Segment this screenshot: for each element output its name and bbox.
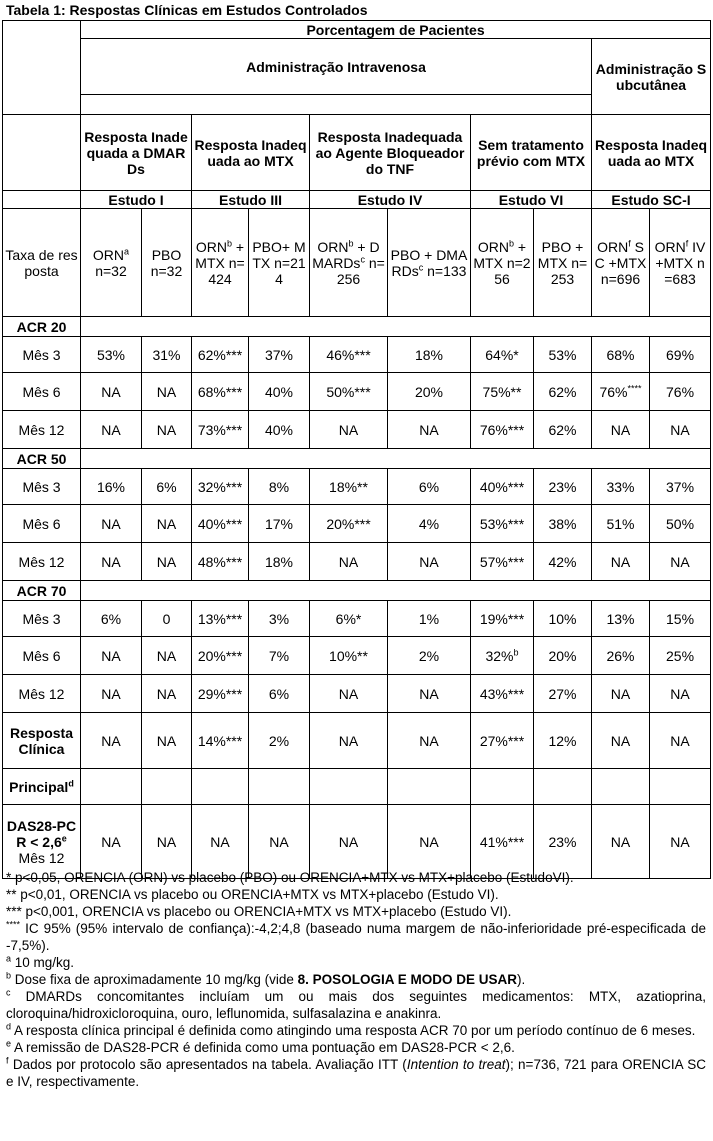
footnotes [6, 869, 706, 1090]
study-iv: Estudo IV [310, 191, 471, 209]
table-cell: 6% [81, 601, 142, 637]
table-cell: NA [388, 411, 471, 449]
table-cell: NA [81, 805, 142, 879]
header-resp-iii: Resposta Inadequada ao MTX [192, 115, 310, 191]
row-label: Mês 12 [3, 411, 81, 449]
table-cell: NA [650, 543, 711, 581]
header-resp-vi: Sem tratamento prévio com MTX [471, 115, 592, 191]
table-cell: 43%*** [471, 675, 534, 713]
table-cell: NA [650, 675, 711, 713]
table-cell: NA [142, 505, 192, 543]
arm-8: ORN$^f$ SC +MTX n=696 [592, 209, 650, 317]
header-resp-iv: Resposta Inadequada ao Agente Bloqueador do TNF [310, 115, 471, 191]
blank-cell [192, 769, 249, 805]
study-vi: Estudo VI [471, 191, 592, 209]
table-cell: 75%** [471, 373, 534, 411]
table-cell: 76% [650, 373, 711, 411]
table-cell: 64%* [471, 337, 534, 373]
row-label: Mês 3 [3, 601, 81, 637]
blank-cell [471, 769, 534, 805]
rate-label: Taxa de resposta [3, 209, 81, 317]
table-cell: 62% [534, 373, 592, 411]
table-cell: NA [192, 805, 249, 879]
row-label: DAS28-PCR < 2,6$^e$ Mês 12 [3, 805, 81, 879]
table-cell: 15% [650, 601, 711, 637]
table-cell: NA [388, 713, 471, 769]
table-cell: 13% [592, 601, 650, 637]
arm-6: ORN$^b$ +MTX n=256 [471, 209, 534, 317]
blank-cell [534, 769, 592, 805]
table-cell: 18% [388, 337, 471, 373]
table-cell: 27%*** [471, 713, 534, 769]
blank-cell [142, 769, 192, 805]
blank-cell [592, 769, 650, 805]
table-cell: NA [81, 637, 142, 675]
blank-cell [249, 769, 310, 805]
blank-cell [81, 769, 142, 805]
table-row [3, 505, 711, 543]
header-sc: Administração Subcutânea [592, 39, 711, 115]
table-cell: 40%*** [192, 505, 249, 543]
footnote-e: $^e$ A remissão de DAS28-PCR é definida como uma pontuação em DAS28-PCR < 2,6. [6, 1038, 515, 1055]
table-cell: NA [592, 675, 650, 713]
section-acr70: ACR 70 [3, 581, 81, 601]
footnote-4: **** IC 95% (95% intervalo de confiança):-4,2;4,8 (baseado numa margem de não-inferioridade pré-especificada de -7,5%). [6, 919, 706, 953]
table-row [3, 411, 711, 449]
table-cell: 46%*** [310, 337, 388, 373]
corner-cell [3, 21, 81, 115]
table-cell: NA [142, 805, 192, 879]
table-cell: NA [592, 713, 650, 769]
table-cell: 37% [650, 469, 711, 505]
blank-cell [650, 769, 711, 805]
row-label: Mês 12 [3, 675, 81, 713]
table-cell: 31% [142, 337, 192, 373]
table-cell: 10%** [310, 637, 388, 675]
table-cell: NA [650, 713, 711, 769]
table-row [3, 543, 711, 581]
row-label: Mês 3 [3, 337, 81, 373]
footnote-2: ** p<0,01, ORENCIA vs placebo ou ORENCIA+MTX vs MTX+placebo (Estudo VI). [6, 887, 499, 902]
study-sc-i: Estudo SC-I [592, 191, 711, 209]
footnote-3: *** p<0,001, ORENCIA vs placebo ou ORENCIA+MTX vs MTX+placebo (Estudo VI). [6, 904, 512, 919]
table-cell: NA [592, 805, 650, 879]
table-cell: NA [592, 411, 650, 449]
table-cell: 27% [534, 675, 592, 713]
table-cell: NA [142, 675, 192, 713]
table-cell: NA [81, 411, 142, 449]
table-cell: NA [388, 675, 471, 713]
table-cell: NA [81, 713, 142, 769]
table-row [3, 601, 711, 637]
footnote-1: * p<0,05, ORENCIA (ORN) vs placebo (PBO) ou ORENCIA+MTX vs MTX+placebo (EstudoVI). [6, 870, 574, 885]
header-iv: Administração Intravenosa [81, 39, 592, 95]
table-cell: 32%*** [192, 469, 249, 505]
blank-cell [3, 115, 81, 191]
table-cell: 40%*** [471, 469, 534, 505]
table-cell: NA [142, 637, 192, 675]
table-row [3, 637, 711, 675]
table-cell: 2% [249, 713, 310, 769]
footnote-f: $^f$ Dados por protocolo são apresentados na tabela. Avaliação ITT (Intention to treat); n=736, 721 para ORENCIA SC e IV, respectivamente. [6, 1055, 706, 1089]
table-cell: 32%$^b$ [471, 637, 534, 675]
row-label: Mês 6 [3, 373, 81, 411]
arm-5: PBO + DMARDs$^c$ n=133 [388, 209, 471, 317]
table-cell: 50%*** [310, 373, 388, 411]
table-cell: 6%* [310, 601, 388, 637]
table-cell: NA [388, 543, 471, 581]
table-cell: NA [310, 805, 388, 879]
table-cell: NA [388, 805, 471, 879]
table-cell: 53%*** [471, 505, 534, 543]
table-cell: 53% [81, 337, 142, 373]
table-cell: 51% [592, 505, 650, 543]
table-cell: 23% [534, 469, 592, 505]
table-cell: 57%*** [471, 543, 534, 581]
table-cell: NA [592, 543, 650, 581]
table-cell: 41%*** [471, 805, 534, 879]
table-cell: 68% [592, 337, 650, 373]
table-cell: 40% [249, 373, 310, 411]
blank-cell [310, 769, 388, 805]
section-blank [81, 317, 711, 337]
arm-3: PBO+ MTX n=214 [249, 209, 310, 317]
table-cell: 16% [81, 469, 142, 505]
table-cell: 3% [249, 601, 310, 637]
section-acr50: ACR 50 [3, 449, 81, 469]
footnote-c: $^c$ DMARDs concomitantes incluíam um ou mais dos seguintes medicamentos: MTX, azatioprina, cloroquina/hidroxicloroquina, ouro, leflunomida, sulfasalazina e anakinra. [6, 987, 706, 1021]
row-label: Resposta Clínica [3, 713, 81, 769]
table-row [3, 373, 711, 411]
table-cell: 4% [388, 505, 471, 543]
row-label: Mês 3 [3, 469, 81, 505]
table-cell: NA [81, 373, 142, 411]
table-cell: 6% [388, 469, 471, 505]
table-cell: 73%*** [192, 411, 249, 449]
table-cell: 2% [388, 637, 471, 675]
arm-9: ORN$^f$ IV +MTX n=683 [650, 209, 711, 317]
blank-cell [3, 191, 81, 209]
table-cell: 26% [592, 637, 650, 675]
table-cell: 14%*** [192, 713, 249, 769]
table-cell: 42% [534, 543, 592, 581]
table-row [3, 805, 711, 879]
table-cell: NA [650, 411, 711, 449]
footnote-b: $^b$ Dose fixa de aproximadamente 10 mg/kg (vide 8. POSOLOGIA E MODO DE USAR). [6, 970, 526, 987]
table-cell: 23% [534, 805, 592, 879]
study-i: Estudo I [81, 191, 192, 209]
table-cell: NA [81, 543, 142, 581]
table-cell: 17% [249, 505, 310, 543]
section-blank [81, 581, 711, 601]
table-cell: NA [249, 805, 310, 879]
table-cell: 0 [142, 601, 192, 637]
header-percent: Porcentagem de Pacientes [81, 21, 711, 39]
arm-1: PBO n=32 [142, 209, 192, 317]
table-cell: 20%*** [192, 637, 249, 675]
row-label: Mês 6 [3, 505, 81, 543]
row-label: Mês 12 [3, 543, 81, 581]
table-cell: NA [310, 675, 388, 713]
table-cell: 33% [592, 469, 650, 505]
footnote-a: $^a$ 10 mg/kg. [6, 953, 75, 970]
table-cell: 40% [249, 411, 310, 449]
table-cell: 62%*** [192, 337, 249, 373]
table-cell: 76%**** [592, 373, 650, 411]
table-cell: NA [310, 713, 388, 769]
table-cell: 62% [534, 411, 592, 449]
table-cell: 1% [388, 601, 471, 637]
table-row [3, 337, 711, 373]
table-cell: 53% [534, 337, 592, 373]
table-cell: NA [310, 543, 388, 581]
table-cell: NA [142, 411, 192, 449]
table-cell: 38% [534, 505, 592, 543]
table-cell: NA [81, 505, 142, 543]
arm-7: PBO + MTX n=253 [534, 209, 592, 317]
table-cell: 19%*** [471, 601, 534, 637]
section-blank [81, 449, 711, 469]
arm-2: ORN$^b$ + MTX n=424 [192, 209, 249, 317]
principal-label: Principal$^d$ [3, 769, 81, 805]
table-cell: 20% [388, 373, 471, 411]
table-cell: 69% [650, 337, 711, 373]
table-row [3, 713, 711, 769]
table-cell: 13%*** [192, 601, 249, 637]
table-cell: 50% [650, 505, 711, 543]
table-cell: NA [310, 411, 388, 449]
table-cell: 10% [534, 601, 592, 637]
arm-4: ORN$^b$ + DMARDs$^c$ n=256 [310, 209, 388, 317]
table-cell: NA [142, 543, 192, 581]
arm-0: ORN$^a$ n=32 [81, 209, 142, 317]
footnote-d: $^d$ A resposta clínica principal é definida como atingindo uma resposta ACR 70 por um período contínuo de 6 meses. [6, 1021, 696, 1038]
table-cell: NA [142, 713, 192, 769]
table-cell: 20%*** [310, 505, 388, 543]
table-cell: 25% [650, 637, 711, 675]
table-cell: 18% [249, 543, 310, 581]
table-cell: 20% [534, 637, 592, 675]
row-label: Mês 6 [3, 637, 81, 675]
study-iii: Estudo III [192, 191, 310, 209]
header-resp-i: Resposta Inadequada a DMARDs [81, 115, 192, 191]
table-cell: NA [81, 675, 142, 713]
table-cell: NA [142, 373, 192, 411]
table-cell: 48%*** [192, 543, 249, 581]
table-cell: 6% [249, 675, 310, 713]
table-row [3, 675, 711, 713]
table-cell: 7% [249, 637, 310, 675]
table-caption: Tabela 1: Respostas Clínicas em Estudos Controlados [6, 2, 368, 18]
table-cell: NA [650, 805, 711, 879]
table-cell: 29%*** [192, 675, 249, 713]
section-acr20: ACR 20 [3, 317, 81, 337]
table-cell: 18%** [310, 469, 388, 505]
table-cell: 6% [142, 469, 192, 505]
table-cell: 76%*** [471, 411, 534, 449]
table-cell: 37% [249, 337, 310, 373]
table-cell: 12% [534, 713, 592, 769]
table-row [3, 469, 711, 505]
table-cell: 68%*** [192, 373, 249, 411]
blank-cell [388, 769, 471, 805]
clinical-response-table [2, 20, 711, 879]
table-cell: 8% [249, 469, 310, 505]
header-resp-sc: Resposta Inadequada ao MTX [592, 115, 711, 191]
